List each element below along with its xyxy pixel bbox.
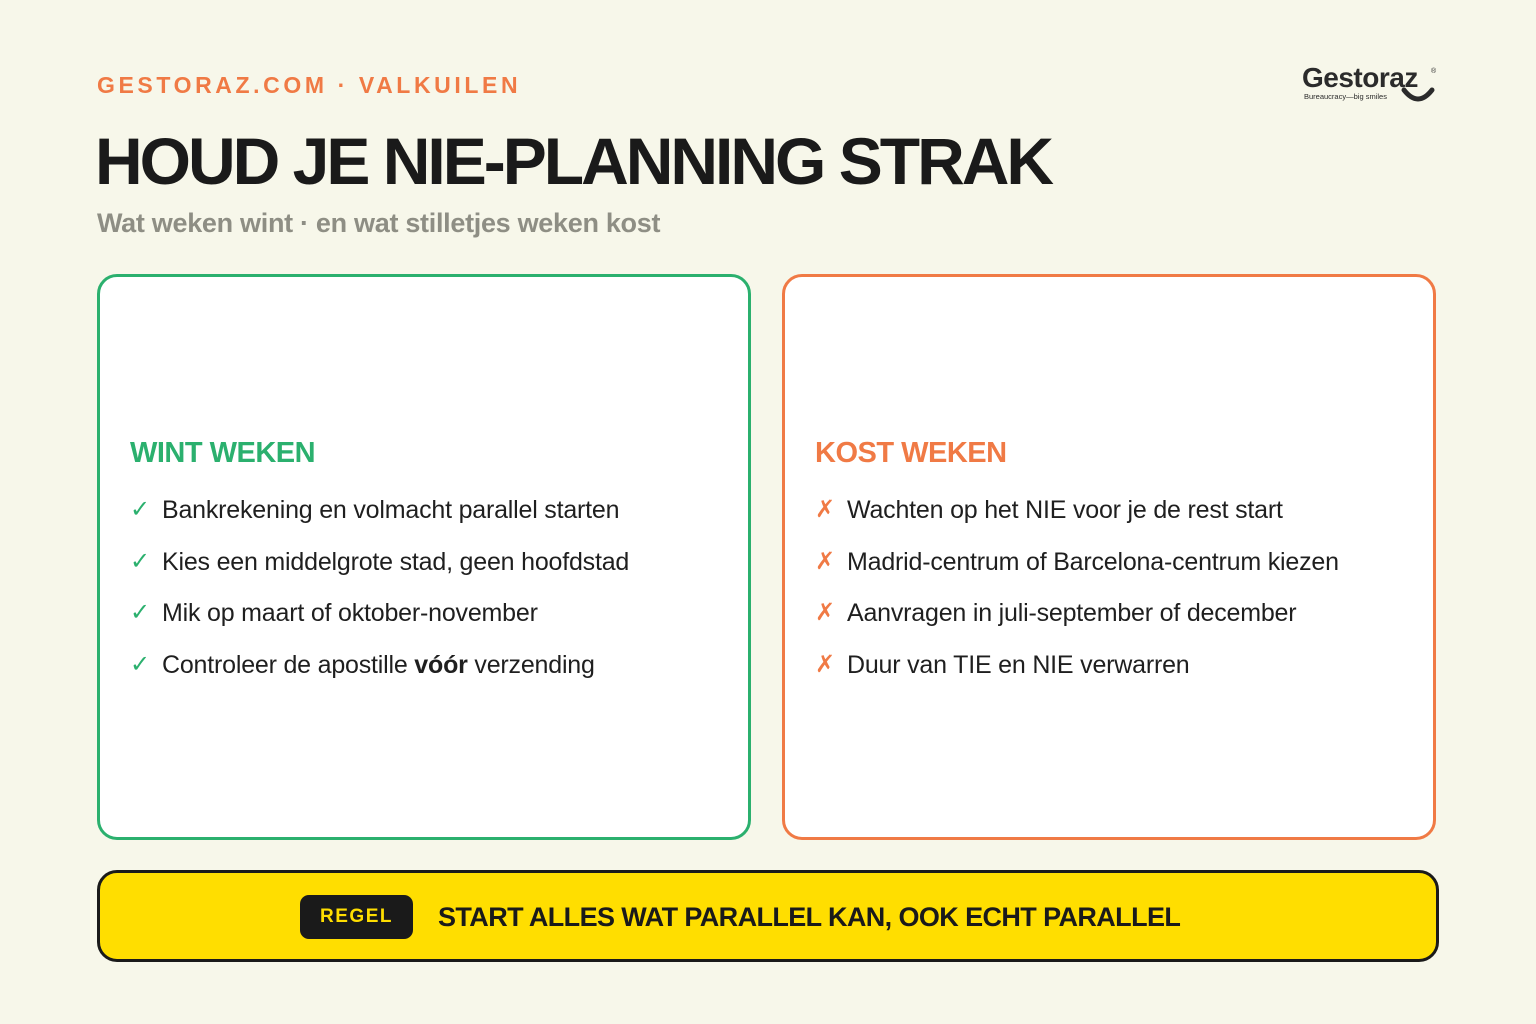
list-item [130,493,629,545]
list-item-text-before: Controleer de apostille [162,650,415,679]
rule-text: START ALLES WAT PARALLEL KAN, OOK ECHT PARALLEL [438,902,1181,932]
loss-list [815,493,1339,699]
list-item-text: Kies een middelgrote stad, geen hoofdstad [162,547,630,576]
list-item [815,493,1339,545]
list-item-text: Duur van TIE en NIE verwarren [847,650,1190,679]
list-item [815,545,1339,597]
check-icon: ✓ [130,547,151,575]
logo-wordmark: Gestoraz [1302,62,1418,93]
cross-icon: ✗ [815,599,836,626]
win-list [130,493,629,699]
list-item [815,648,1339,700]
cross-icon: ✗ [815,547,836,575]
list-item-emphasis: vóór [414,650,468,679]
list-item-text [162,648,595,682]
page-subtitle: Wat weken wint · en wat stilletjes weken kost [97,208,661,238]
check-icon: ✓ [130,599,151,626]
loss-card [782,274,1436,840]
logo-tagline: Bureaucracy—big smiles [1304,92,1387,101]
gestoraz-logo [1300,60,1440,108]
check-icon: ✓ [130,496,151,523]
rule-badge: REGEL [300,895,413,939]
cross-icon: ✗ [815,496,836,523]
kicker: GESTORAZ.COM · VALKUILEN [97,72,522,98]
list-item [130,545,629,597]
loss-card-heading: KOST WEKEN [815,437,1007,469]
list-item [815,596,1339,648]
rule-banner [97,870,1439,962]
list-item-text: Madrid-centrum of Barcelona-centrum kiezen [847,547,1339,576]
page-title: HOUD JE NIE-PLANNING STRAK [95,124,1052,198]
list-item-text: Wachten op het NIE voor je de rest start [847,496,1283,524]
list-item-text: Aanvragen in juli-september of december [847,599,1297,627]
win-card [97,274,751,840]
cross-icon: ✗ [815,650,836,678]
list-item [130,596,629,648]
list-item-text: Mik op maart of oktober-november [162,599,538,627]
win-card-heading: WINT WEKEN [130,437,316,469]
list-item [130,648,629,700]
smile-icon [1400,84,1436,106]
logo-registered-mark: ® [1431,68,1437,75]
check-icon: ✓ [130,650,151,678]
list-item-text: Bankrekening en volmacht parallel starten [162,496,620,524]
list-item-text-after: verzending [467,650,595,679]
